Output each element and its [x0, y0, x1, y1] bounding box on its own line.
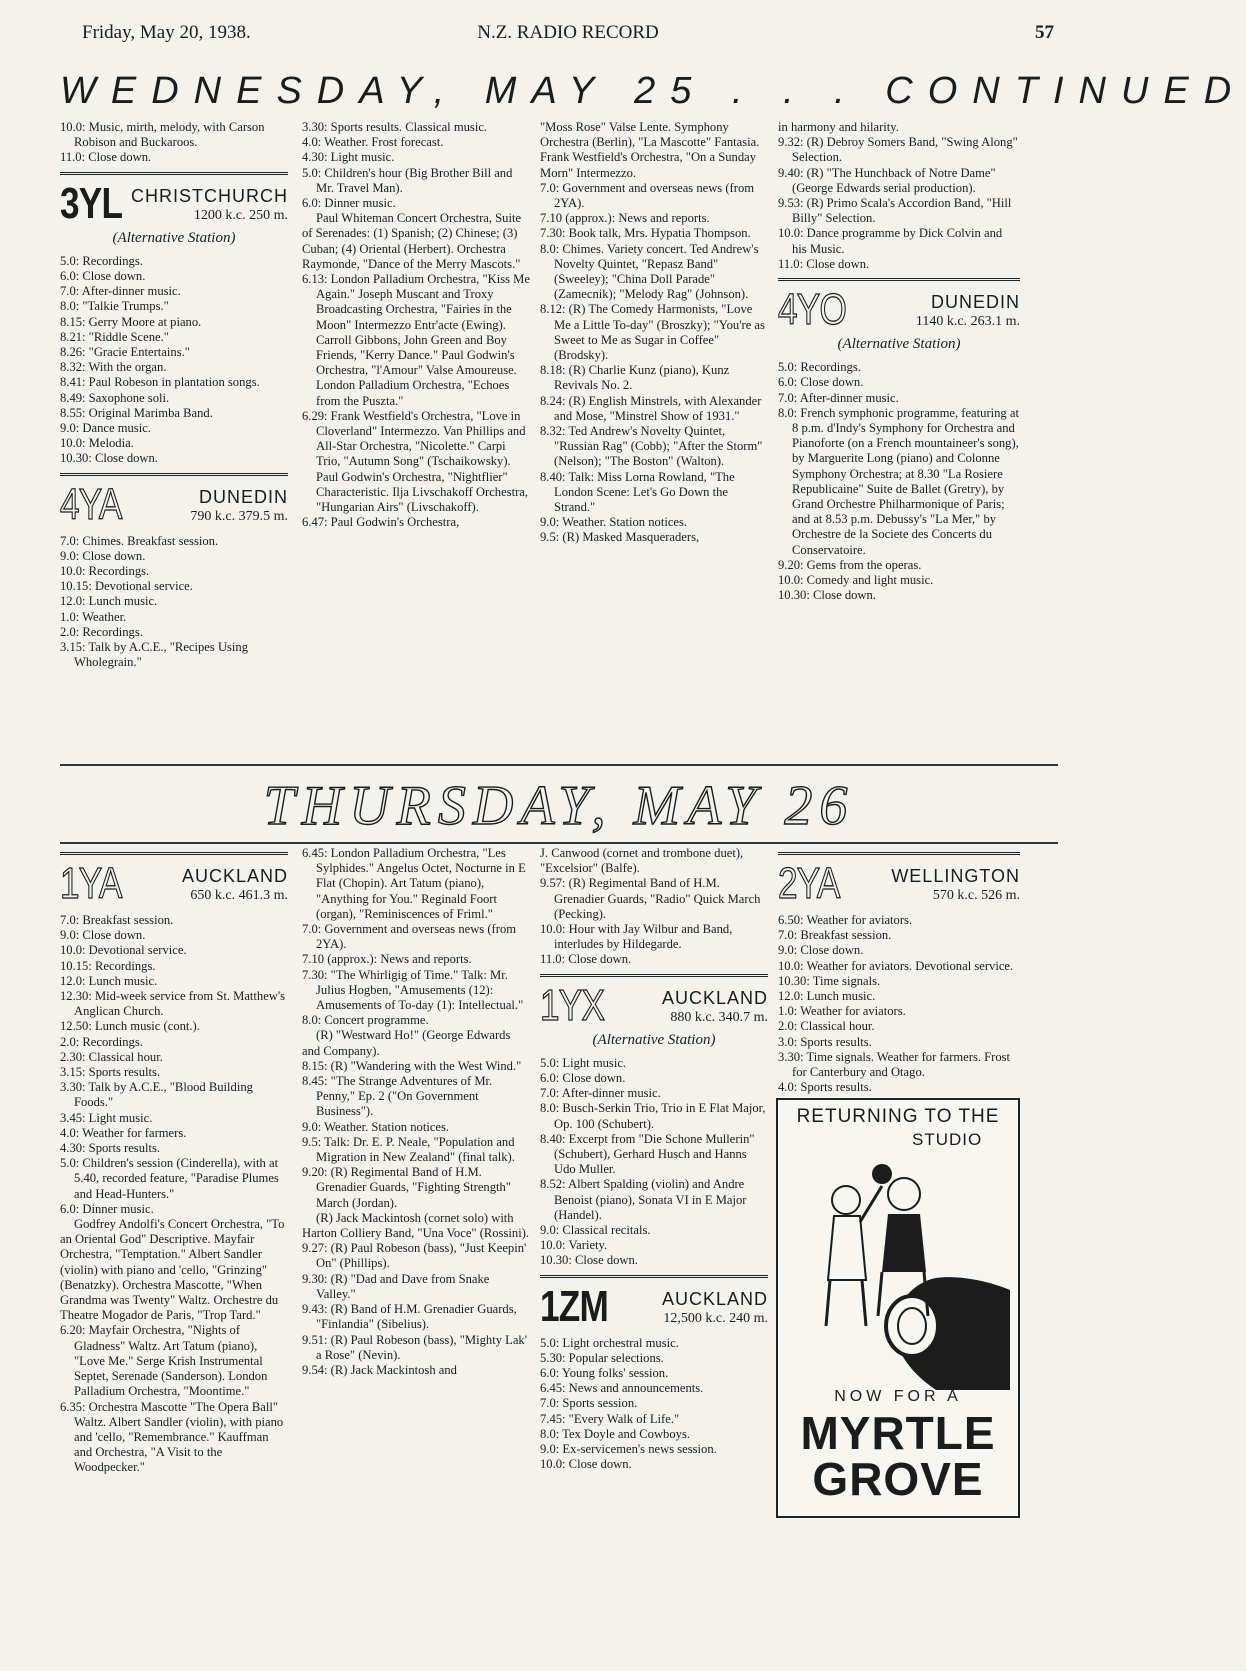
- program-entry: 6.0: Close down.: [778, 375, 864, 390]
- advert-title: RETURNING TO THE: [796, 1106, 1000, 1127]
- program-entry: 7.0: Sports session.: [540, 1396, 638, 1411]
- program-entry: 9.0: Ex-servicemen's news session.: [540, 1442, 717, 1457]
- station-city: WELLINGTON: [891, 866, 1020, 886]
- advert-name-line-2: GROVE: [812, 1453, 984, 1505]
- alternative-station-label: (Alternative Station): [112, 229, 236, 246]
- program-entry: 9.0: Weather. Station notices.: [302, 1119, 450, 1134]
- station-city: DUNEDIN: [198, 486, 288, 507]
- program-entry: 8.15: Gerry Moore at piano.: [60, 314, 202, 329]
- cartoon-illustration: [786, 1130, 1010, 1390]
- program-entry: 9.0: Classical recitals.: [540, 1223, 651, 1238]
- program-entry: 2.0: Recordings.: [60, 1034, 143, 1049]
- program-entry: 12.0: Lunch music.: [60, 973, 158, 988]
- program-entry: 9.0: Close down.: [778, 943, 864, 958]
- program-entry: 7.0: Breakfast session.: [60, 913, 174, 927]
- station-4yo-programme: [778, 360, 1020, 603]
- program-entry: 1.0: Weather for aviators.: [778, 1004, 906, 1019]
- alternative-station-label: (Alternative Station): [592, 1031, 716, 1048]
- program-entry: 3.15: Sports results.: [60, 1065, 161, 1080]
- wed-column-2: [302, 120, 530, 530]
- program-entry: 6.50: Weather for aviators.: [778, 913, 913, 927]
- masthead: N.Z. RADIO RECORD: [477, 22, 659, 43]
- program-entry: 7.30: "The Whirligig of Time." Talk: Mr. Julius Hogben, "Amusements (12): Amusements of To-day (1): Intellectual.": [302, 967, 524, 1013]
- program-entry: 7.0: Government and overseas news (from 2YA).: [302, 922, 517, 952]
- program-entry: 3.30: Time signals. Weather for farmers. Frost for Canterbury and Otago.: [778, 1049, 1011, 1080]
- program-entry: 9.0: Dance music.: [60, 421, 151, 436]
- program-entry: 10.0: Weather for aviators. Devotional service.: [778, 958, 1014, 973]
- divider: [60, 852, 288, 855]
- station-1yx-programme: [540, 1056, 768, 1269]
- station-frequency: 880 k.c. 340.7 m.: [670, 1009, 768, 1025]
- program-entry: 5.0: Children's session (Cinderella), with at 5.40, recorded feature, "Paradise Plumes and Head-Hunters.": [60, 1156, 279, 1201]
- program-entry: 10.30: Time signals.: [778, 973, 881, 988]
- program-entry: 7.45: "Every Walk of Life.": [540, 1411, 680, 1426]
- program-entry: 7.0: Chimes. Breakfast session.: [60, 533, 219, 548]
- station-3yl: [60, 178, 288, 246]
- program-entry: 3.30: Talk by A.C.E., "Blood Building Foods.": [60, 1080, 253, 1110]
- program-entry: 8.0: Chimes. Variety concert. Ted Andrew's Novelty Quintet, "Repasz Band" (Sweeley); "China Doll Parade" (Zamecnik); "Melody Rag" (Johnson).: [540, 241, 759, 302]
- program-entry: 6.45: London Palladium Orchestra, "Les Sylphides." Angelus Octet, Nocturne in E Flat (Chopin). Art Tatum (piano), "Anything for You." Reginald Foort (organ), "Reminiscences of Friml.": [302, 846, 526, 921]
- thu-column-1: [60, 846, 288, 1476]
- advert-now-for: NOW FOR A: [834, 1388, 962, 1405]
- program-entry: 5.0: Recordings.: [60, 253, 143, 268]
- advert-subtitle: STUDIO: [912, 1130, 983, 1149]
- program-entry: 4.30: Sports results.: [60, 1141, 161, 1156]
- program-entry: 7.10 (approx.): News and reports.: [302, 952, 472, 967]
- program-entry: 8.26: "Gracie Entertains.": [60, 345, 190, 360]
- station-2ya: [778, 859, 1020, 908]
- station-callsign: 2YA: [778, 859, 840, 908]
- program-entry: 3.30: Sports results. Classical music.: [302, 120, 488, 134]
- program-entry: 7.0: Breakfast session.: [778, 928, 892, 943]
- station-frequency: 650 k.c. 461.3 m.: [190, 888, 288, 903]
- program-entry: 9.5: (R) Masked Masqueraders,: [540, 530, 700, 545]
- program-entry: 9.51: (R) Paul Robeson (bass), "Mighty Lak' a Rose" (Nevin).: [302, 1332, 527, 1362]
- program-entry: 10.0: Comedy and light music.: [778, 573, 934, 588]
- station-1ya-programme: [60, 913, 288, 1476]
- program-entry: 8.12: (R) The Comedy Harmonists, "Love Me a Little To-day" (Broszky); "You're as Sweet to Me as Sugar in Coffee" (Brodsky).: [540, 302, 765, 363]
- thu-column-3: [540, 846, 768, 1473]
- program-entry: J. Canwood (cornet and trombone duet), "Excelsior" (Balfe).: [540, 846, 744, 876]
- program-entry: 6.20: Mayfair Orchestra, "Nights of Gladness" Waltz. Art Tatum (piano), "Love Me." Serge Krish Instrumental Septet, Serenade (Sanderson). London Palladium Orchestra, "Moontime.": [60, 1323, 268, 1399]
- divider: [60, 473, 288, 476]
- station-1zm-programme: [540, 1336, 768, 1473]
- station-city: CHRISTCHURCH: [131, 185, 288, 206]
- wednesday-banner: WEDNESDAY, MAY 25 . . . CONTINUED: [60, 70, 1246, 112]
- station-callsign: 4YO: [778, 285, 847, 335]
- station-callsign: 3YL: [60, 178, 123, 228]
- station-4yo: [778, 285, 1020, 353]
- program-entry: (R) Jack Mackintosh (cornet solo) with Harton Colliery Band, "Una Voce" (Rossini).: [302, 1210, 530, 1241]
- program-entry: 7.10 (approx.): News and reports.: [540, 211, 710, 226]
- program-entry: 10.0: Hour with Jay Wilbur and Band, interludes by Hildegarde.: [540, 922, 733, 952]
- station-city: AUCKLAND: [661, 987, 768, 1008]
- program-entry: Godfrey Andolfi's Concert Orchestra, "To an Oriental God" Descriptive. Mayfair Orchestra, "Temptation." Albert Sandler (violin) with piano and 'cello, "Grinzing" (Benatzky). Orchestra Mascotte, "When Grandma was Twenty" Waltz. Orchestre du Theatre Mogador de Paris, "Trop Tard.": [60, 1217, 285, 1323]
- program-entry: 4.0: Weather for farmers.: [60, 1125, 187, 1140]
- program-entry: 4.0: Sports results.: [778, 1080, 872, 1095]
- program-entry: 12.30: Mid-week service from St. Matthew's Anglican Church.: [60, 989, 286, 1019]
- program-entry: 4.30: Light music.: [302, 150, 395, 165]
- station-callsign: 1YA: [60, 859, 122, 908]
- program-entry: 8.0: "Talkie Trumps.": [60, 299, 169, 314]
- program-entry: 8.32: Ted Andrew's Novelty Quintet, "Russian Rag" (Cobb); "After the Storm" (Nelson); "The Boston" (Walton).: [540, 424, 763, 469]
- program-entry: 8.0: Tex Doyle and Cowboys.: [540, 1426, 690, 1441]
- program-entry: 9.40: (R) "The Hunchback of Notre Dame" (George Edwards serial production).: [778, 165, 996, 195]
- station-frequency: 790 k.c. 379.5 m.: [190, 508, 288, 524]
- program-entry: 10.0: Music, mirth, melody, with Carson Robison and Buckaroos.: [60, 120, 265, 150]
- microphone-icon: [886, 1296, 938, 1356]
- program-entry: 6.47: Paul Godwin's Orchestra,: [302, 515, 460, 530]
- section-divider: [60, 764, 1058, 766]
- program-entry: 3.0: Sports results.: [778, 1034, 872, 1049]
- program-entry: 8.15: (R) "Wandering with the West Wind.": [302, 1058, 522, 1073]
- program-entry: 4.0: Weather. Frost forecast.: [302, 135, 444, 150]
- program-entry: 9.53: (R) Primo Scala's Accordion Band, "Hill Billy" Selection.: [778, 196, 1012, 226]
- station-frequency: 1140 k.c. 263.1 m.: [915, 314, 1020, 330]
- station-1zm: [540, 1281, 768, 1331]
- wed-column-4: [778, 120, 1020, 603]
- program-entry: 9.54: (R) Jack Mackintosh and: [302, 1362, 457, 1377]
- program-entry: 9.32: (R) Debroy Somers Band, "Swing Along" Selection.: [778, 135, 1018, 165]
- program-entry: 8.24: (R) English Minstrels, with Alexander and Mose, "Minstrel Show of 1931.": [540, 393, 762, 423]
- program-entry: 12.0: Lunch music.: [778, 989, 876, 1004]
- program-entry: 9.30: (R) "Dad and Dave from Snake Valley.": [302, 1271, 490, 1301]
- program-entry: 8.45: "The Strange Adventures of Mr. Penny," Ep. 2 ("On Government Business").: [302, 1074, 493, 1119]
- advert-name-line-1: MYRTLE: [800, 1407, 996, 1459]
- program-entry: 9.57: (R) Regimental Band of H.M. Grenadier Guards, "Radio" Quick March (Pecking).: [540, 876, 761, 921]
- wed-column-3: [540, 120, 768, 546]
- program-entry: 10.0: Dance programme by Dick Colvin and his Music.: [778, 226, 1003, 256]
- divider: [778, 852, 1020, 855]
- program-entry: 10.15: Recordings.: [60, 958, 156, 973]
- program-entry: 6.0: Dinner music.: [60, 1201, 154, 1216]
- program-entry: 9.27: (R) Paul Robeson (bass), "Just Keepin' On" (Phillips).: [302, 1241, 527, 1271]
- program-entry: 7.0: After-dinner music.: [778, 390, 899, 405]
- program-entry: 10.0: Recordings.: [60, 564, 150, 579]
- thu-column-2: [302, 846, 530, 1378]
- program-entry: 8.55: Original Marimba Band.: [60, 405, 213, 420]
- wed-column-1: [60, 120, 288, 670]
- program-entry: 10.30: Close down.: [540, 1253, 638, 1268]
- program-entry: 9.0: Weather. Station notices.: [540, 515, 688, 530]
- station-3yl-programme: [60, 254, 288, 467]
- station-city: DUNEDIN: [930, 292, 1020, 313]
- program-entry: 6.0: Close down.: [540, 1071, 626, 1086]
- station-callsign: 1ZM: [540, 1281, 608, 1331]
- program-entry: 9.0: Close down.: [60, 548, 146, 563]
- program-entry: 10.15: Devotional service.: [60, 579, 193, 594]
- program-entry: 10.30: Close down.: [778, 588, 876, 603]
- program-entry: 10.0: Variety.: [540, 1238, 608, 1253]
- program-entry: 2.0: Recordings.: [60, 624, 143, 639]
- station-frequency: 570 k.c. 526 m.: [932, 888, 1020, 903]
- program-entry: 8.40: Talk: Miss Lorna Rowland, "The London Scene: Let's Go Down the Strand.": [540, 469, 735, 515]
- program-entry: 8.0: French symphonic programme, featuring at 8 p.m. d'Indy's Symphony for Orchestra and Pianoforte (on a French mountaineer's song), by Marguerite Long (piano) and Colonne Symphony Orchestra; at 8.30 "La Rosiere Republicaine" Suite de Ballet (Gretry), by Grand Orchestre Philharmonique of Paris; and at 8.53 p.m. Debussy's "La Mer," by Orchestre de la Societe des Concerts du Conservatoire.: [778, 405, 1019, 557]
- program-entry: 6.29: Frank Westfield's Orchestra, "Love in Cloverland" Intermezzo. Van Phillips and All-Star Orchestra, "Nicolette." Carpi Trio, "Autumn Song" (Tschaikowsky). Paul Godwin's Orchestra, "Nightflier" Characteristic. Ilja Livschakoff Orchestra, "Hungarian Airs" (Livschakoff).: [302, 408, 529, 515]
- program-entry: 5.0: Light orchestral music.: [540, 1335, 679, 1350]
- program-entry: 12.0: Lunch music.: [60, 594, 158, 609]
- program-entry: 5.30: Popular selections.: [540, 1350, 664, 1365]
- program-entry: 5.0: Recordings.: [778, 360, 861, 375]
- program-entry: 12.50: Lunch music (cont.).: [60, 1019, 200, 1034]
- figure-head: [832, 1186, 860, 1214]
- program-entry: 11.0: Close down.: [778, 256, 870, 271]
- program-entry: 8.40: Excerpt from "Die Schone Mullerin" (Schubert), Gerhard Husch and Hanns Udo Muller.: [540, 1131, 755, 1177]
- station-frequency: 1200 k.c. 250 m.: [193, 207, 288, 223]
- program-entry: 5.0: Light music.: [540, 1055, 627, 1070]
- program-entry: 8.0: Concert programme.: [302, 1013, 429, 1028]
- program-entry: (R) "Westward Ho!" (George Edwards and Company).: [302, 1028, 511, 1058]
- program-entry: 8.21: "Riddle Scene.": [60, 329, 169, 344]
- program-entry: 10.0: Melodia.: [60, 436, 134, 451]
- program-entry: 6.13: London Palladium Orchestra, "Kiss Me Again." Joseph Muscant and Troxy Broadcasting Orchestra, "Fairies in the Moon" Intermezzo Entr'acte (Ewing). Carroll Gibbons, John Green and Boy Friends, "Kerry Dance." Paul Godwin's Orchestra, "l'Amour" Valse Amoureuse. London Palladium Orchestra, "Echoes from the Puszta.": [302, 272, 530, 408]
- station-frequency: 12,500 k.c. 240 m.: [663, 1310, 768, 1326]
- program-entry: 11.0: Close down.: [540, 952, 632, 967]
- station-1yx: [540, 980, 768, 1048]
- station-4ya-programme: [60, 534, 288, 671]
- program-entry: 6.0: Close down.: [60, 269, 146, 284]
- thu-column-4: [778, 846, 1020, 1095]
- program-entry: 6.0: Young folks' session.: [540, 1366, 669, 1381]
- station-1ya: [60, 859, 288, 908]
- program-entry: 3.15: Talk by A.C.E., "Recipes Using Wholegrain.": [60, 640, 249, 670]
- wed-col1-top: [60, 120, 288, 166]
- page-number: 57: [1035, 22, 1054, 43]
- program-entry: 9.43: (R) Band of H.M. Grenadier Guards, "Finlandia" (Sibelius).: [302, 1302, 517, 1332]
- program-entry: 7.0: After-dinner music.: [60, 284, 181, 299]
- advertisement: [776, 1098, 1020, 1518]
- program-entry: 2.0: Classical hour.: [778, 1019, 875, 1034]
- program-entry: Paul Whiteman Concert Orchestra, Suite of Serenades: (1) Spanish; (2) Chinese; (3) Cuban; (4) Oriental (Herbert). Orchestra Raymonde, "Dance of the Merry Mascots.": [302, 211, 522, 271]
- program-entry: 8.52: Albert Spalding (violin) and Andre Benoist (piano), Sonata VI in E Major (Handel).: [540, 1177, 747, 1222]
- station-callsign: 1YX: [540, 980, 605, 1030]
- running-head: [82, 22, 1054, 46]
- divider: [540, 1275, 768, 1278]
- program-entry: 6.35: Orchestra Mascotte "The Opera Ball" Waltz. Albert Sandler (violin), with piano and 'cello, "Remembrance." Kauffman and Orchestra, "A Visit to the Woodpecker.": [60, 1399, 284, 1475]
- station-city: AUCKLAND: [661, 1288, 768, 1309]
- program-entry: 8.18: (R) Charlie Kunz (piano), Kunz Revivals No. 2.: [540, 363, 730, 393]
- program-entry: 10.30: Close down.: [60, 451, 158, 466]
- program-entry: in harmony and hilarity.: [778, 120, 899, 134]
- program-entry: 3.45: Light music.: [60, 1110, 153, 1125]
- program-entry: 6.45: News and announcements.: [540, 1381, 704, 1396]
- program-entry: 7.0: Government and overseas news (from 2YA).: [540, 180, 755, 211]
- program-entry: 10.0: Close down.: [540, 1457, 632, 1472]
- station-4ya: [60, 479, 288, 529]
- station-callsign: 4YA: [60, 479, 122, 529]
- program-entry: 9.20: (R) Regimental Band of H.M. Grenadier Guards, "Fighting Strength" March (Jordan).: [302, 1165, 511, 1210]
- program-entry: 6.0: Dinner music.: [302, 196, 396, 211]
- program-entry: 9.5: Talk: Dr. E. P. Neale, "Population and Migration in New Zealand" (final talk).: [302, 1134, 515, 1165]
- station-2ya-programme: [778, 913, 1020, 1095]
- issue-date: Friday, May 20, 1938.: [82, 22, 251, 43]
- program-entry: 8.0: Busch-Serkin Trio, Trio in E Flat Major, Op. 100 (Schubert).: [540, 1101, 766, 1131]
- divider: [540, 974, 768, 977]
- figure-head: [888, 1178, 920, 1210]
- program-entry: 8.32: With the organ.: [60, 360, 167, 375]
- program-entry: 1.0: Weather.: [60, 609, 127, 624]
- program-entry: 10.0: Devotional service.: [60, 943, 187, 958]
- program-entry: 7.30: Book talk, Mrs. Hypatia Thompson.: [540, 226, 751, 241]
- divider: [60, 172, 288, 175]
- program-entry: "Moss Rose" Valse Lente. Symphony Orchestra (Berlin), "La Mascotte" Fantasia. Frank Westfield's Orchestra, "On a Sunday Morn" Intermezzo.: [540, 120, 760, 180]
- program-entry: 5.0: Children's hour (Big Brother Bill and Mr. Travel Man).: [302, 165, 513, 195]
- thursday-banner: THURSDAY, MAY 26: [263, 775, 855, 837]
- program-entry: 8.41: Paul Robeson in plantation songs.: [60, 375, 260, 390]
- divider: [778, 278, 1020, 281]
- section-divider: [60, 842, 1058, 844]
- program-entry: 11.0: Close down.: [60, 150, 152, 165]
- alternative-station-label: (Alternative Station): [837, 336, 961, 353]
- advert-product-name: [778, 1407, 1018, 1505]
- station-city: AUCKLAND: [181, 866, 288, 886]
- program-entry: 9.20: Gems from the operas.: [778, 557, 922, 572]
- program-entry: 8.49: Saxophone soli.: [60, 390, 170, 405]
- program-entry: 7.0: After-dinner music.: [540, 1086, 661, 1101]
- program-entry: 2.30: Classical hour.: [60, 1049, 163, 1064]
- program-entry: 9.0: Close down.: [60, 928, 146, 943]
